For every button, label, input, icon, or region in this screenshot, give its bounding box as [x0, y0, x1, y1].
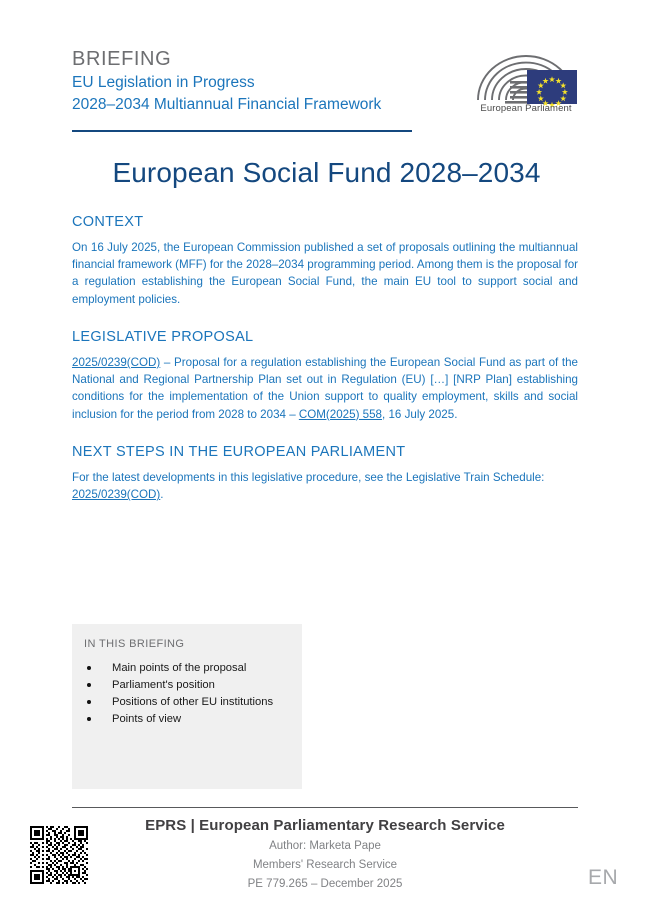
next-steps-text-part2: .: [160, 488, 164, 502]
in-this-briefing-list: [84, 660, 273, 728]
qr-code[interactable]: [30, 826, 88, 884]
language-indicator: EN: [588, 866, 619, 889]
section-body-legislative-proposal: [72, 354, 578, 423]
bullet-icon: [87, 700, 91, 704]
section-body-context: On 16 July 2025, the European Commission published a set of proposals outlining the multiannual financial framework (MFF) for the 2028–2034 programming period. Among them is the proposal for a regulation establishing the European Social Fund, the main EU tool to support social and employment policies.: [72, 241, 578, 306]
section-context: [72, 214, 578, 308]
list-item-label: Points of view: [112, 713, 182, 725]
footer-reference: PE 779.265 – December 2025: [247, 878, 403, 890]
link-legislative-train[interactable]: 2025/0239(COD): [72, 488, 161, 502]
list-item-label: Main points of the proposal: [112, 662, 247, 674]
eu-flag: [527, 70, 577, 104]
next-steps-text-part1: For the latest developments in this legislative procedure, see the Legislative Train Schedule:: [72, 471, 545, 484]
list-item: [84, 660, 273, 677]
section-heading-legislative-proposal: LEGISLATIVE PROPOSAL: [72, 329, 254, 345]
ep-logo-label: European Parliament: [480, 103, 572, 114]
list-item-label: Positions of other EU institutions: [112, 696, 274, 708]
section-next-steps: [72, 444, 578, 503]
section-heading-next-steps: NEXT STEPS IN THE EUROPEAN PARLIAMENT: [72, 444, 406, 460]
document-header: [72, 46, 412, 116]
bullet-icon: [87, 666, 91, 670]
list-item: [84, 677, 273, 694]
list-item: [84, 694, 273, 711]
section-legislative-proposal: [72, 329, 578, 423]
header-subtitle-series: EU Legislation in Progress: [72, 74, 255, 91]
footer-divider: [72, 807, 578, 808]
header-divider: [72, 130, 412, 132]
link-procedure-reference[interactable]: 2025/0239(COD): [72, 356, 161, 369]
document-footer: [72, 815, 578, 894]
list-item-label: Parliament's position: [112, 679, 215, 691]
proposal-text-part1: – Proposal for a regulation establishing the European Social Fund as part of the National and Regional Partnership Plan set out in Regulation (EU) […] [NRP Plan] establishing conditions for the implementation of the Union support to quality employment, skills and social inclusion for the period from 2028 to 2034 –: [72, 356, 578, 421]
list-item: [84, 711, 273, 728]
bullet-icon: [87, 717, 91, 721]
proposal-text-part2: , 16 July 2025.: [382, 407, 458, 421]
footer-author: Author: Marketa Pape: [269, 840, 381, 852]
in-this-briefing-title: IN THIS BRIEFING: [84, 638, 185, 650]
page-title: European Social Fund 2028–2034: [112, 157, 541, 188]
briefing-label: BRIEFING: [72, 48, 172, 70]
bullet-icon: [87, 683, 91, 687]
section-body-next-steps: [72, 469, 578, 503]
footer-service: Members' Research Service: [252, 859, 398, 871]
in-this-briefing-box: [72, 624, 302, 789]
link-com-document[interactable]: COM(2025) 558: [298, 407, 383, 421]
header-subtitle-framework: 2028–2034 Multiannual Financial Framework: [72, 96, 382, 113]
section-heading-context: CONTEXT: [72, 214, 144, 230]
footer-organisation: EPRS | European Parliamentary Research Service: [145, 817, 505, 834]
